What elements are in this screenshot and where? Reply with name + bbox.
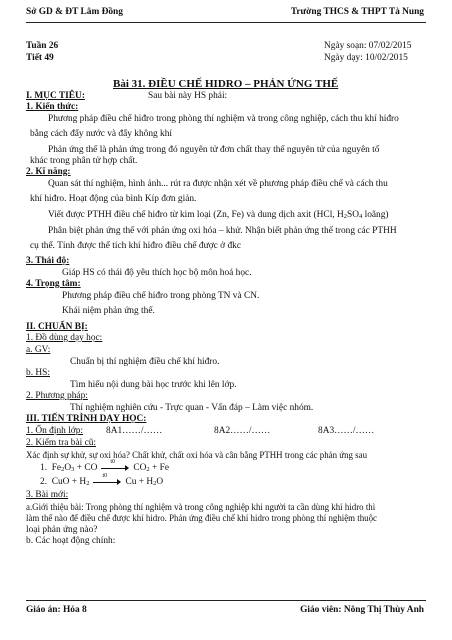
knowledge-1a: Phương pháp điều chế hiđro trong phòng thí nghiệm và trong công nghiệp, cách thu khí hiđro	[48, 114, 399, 124]
knowledge-1b: bằng cách đẩy nước và đẩy không khí	[30, 129, 173, 139]
footer-right: Giáo viên: Nông Thị Thùy Anh	[300, 605, 424, 615]
class-8a2: 8A2……/……	[214, 426, 271, 436]
new-lesson-3: loại phản ứng nào?	[26, 525, 98, 535]
footer-left: Giáo án: Hóa 8	[26, 605, 87, 615]
class-8a1: 8A1……/……	[106, 426, 163, 436]
skill-2: Viết được PTHH điều chế hiđro từ kim loại (Zn, Fe) và dung dịch axit (HCl, $H_2SO_4$ loãng)	[48, 210, 389, 220]
equation-1: 1. $Fe_2O_3$ + CO t0 $CO_2 + Fe$	[40, 458, 170, 473]
skill-1a: Quan sát thí nghiệm, hình ảnh... rút ra được nhận xét về phương pháp điều chế và cách thu	[48, 179, 388, 189]
focus-2: Khái niệm phản ứng thế.	[62, 306, 155, 316]
header-right: Trường THCS & THPT Tà Nung	[290, 7, 424, 17]
sec1-attitude-heading: 3. Thái độ:	[26, 256, 70, 266]
sec2-student-text: Tìm hiểu nội dung bài học trước khi lên lớp.	[70, 380, 237, 390]
sec3-new-lesson-heading: 3. Bài mới:	[26, 490, 69, 500]
sec2-student-label: b. HS:	[26, 368, 50, 378]
knowledge-2b: khác trong phân tử hợp chất.	[30, 156, 138, 166]
sec1-skills-heading: 2. Kĩ năng:	[26, 167, 71, 177]
class-8a3: 8A3……/……	[318, 426, 375, 436]
header-left: Sở GD & ĐT Lâm Đồng	[26, 7, 123, 17]
knowledge-2a: Phản ứng thế là phản ứng trong đó nguyên tử đơn chất thay thế nguyên tử của nguyên tố	[48, 145, 380, 155]
equation-2: 2. CuO + $H_2$ t0 $Cu + H_2O$	[40, 472, 164, 487]
week: Tuần 26	[26, 41, 59, 51]
sec2-method-text: Thí nghiệm nghiên cứu - Trực quan - Vấn đáp – Làm việc nhóm.	[70, 403, 314, 413]
period: Tiết 49	[26, 53, 54, 63]
skill-3a: Phân biệt phản ứng thế với phản ứng oxi hóa – khử. Nhận biết phản ứng thế trong các PTHH	[48, 226, 397, 236]
sec1-intro: Sau bài này HS phải:	[148, 91, 228, 101]
sec1-focus-heading: 4. Trọng tâm:	[26, 279, 81, 289]
sec2-teacher-text: Chuẩn bị thí nghiệm điều chế khí hiđro.	[70, 357, 220, 367]
lesson-title: Bài 31. ĐIỀU CHẾ HIDRO – PHẢN ỨNG THẾ	[113, 78, 339, 90]
sec1-knowledge-heading: 1. Kiến thức:	[26, 102, 79, 112]
skill-3b: cụ thể. Tính được thể tích khí hiđro điều chế được ở đkc	[30, 241, 242, 251]
new-lesson-2: làm thế nào để điều chế được khí hidro. Phản ứng điều chế khí hidro trong phòng thí nghiệm thuộc	[26, 513, 378, 523]
reaction-arrow: t0	[101, 465, 129, 471]
sec2-method-heading: 2. Phương pháp:	[26, 391, 88, 401]
header-rule	[26, 22, 426, 23]
reaction-arrow: t0	[93, 479, 121, 485]
prep-date: Ngày soạn: 07/02/2015	[324, 41, 412, 51]
skill-1b: khí hiđro. Hoạt động của bình Kíp đơn giản.	[30, 194, 197, 204]
sec1-heading: I. MỤC TIÊU:	[26, 91, 85, 101]
new-lesson-4: b. Các hoạt động chính:	[26, 536, 116, 546]
check-question: Xác định sự khử, sự oxi hóa? Chất khử, chất oxi hóa và cân bằng PTHH trong các phản ứng sau	[26, 450, 368, 460]
focus-1: Phương pháp điều chế hiđro trong phòng TN và CN.	[62, 291, 260, 301]
footer-rule	[26, 600, 426, 601]
teach-date: Ngày dạy: 10/02/2015	[324, 53, 408, 63]
new-lesson-1: a.Giới thiệu bài: Trong phòng thí nghiệm và trong công nghiệp khi người ta cần dùng khí hidro thì	[26, 502, 376, 512]
sec2-tools-heading: 1. Đồ dùng dạy học:	[26, 333, 103, 343]
sec3-class-heading: 1. Ổn định lớp:	[26, 426, 84, 436]
attitude-1: Giáp HS có thái độ yêu thích học bộ môn hoá học.	[62, 268, 252, 278]
sec3-check-heading: 2. Kiểm tra bài cũ:	[26, 438, 97, 448]
sec3-heading: III. TIẾN TRÌNH DẠY HỌC:	[26, 414, 147, 424]
sec2-heading: II. CHUẨN BỊ:	[26, 322, 88, 332]
sec2-teacher-label: a. GV:	[26, 345, 51, 355]
